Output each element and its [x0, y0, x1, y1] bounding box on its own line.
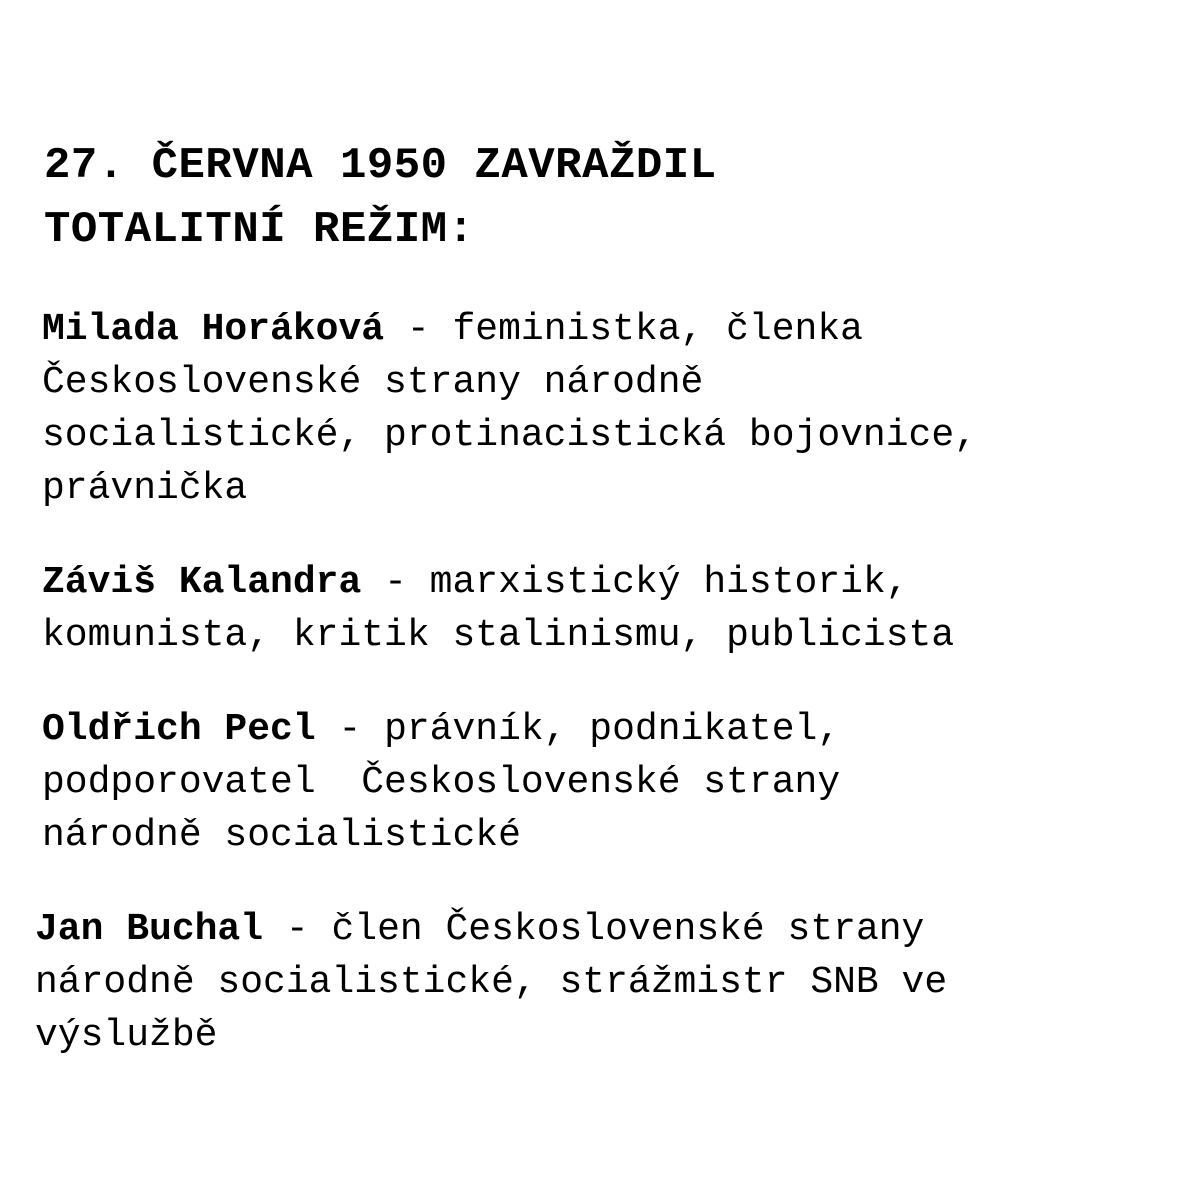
headline-line-2: TOTALITNÍ REŽIM: [44, 205, 475, 255]
victim-description: komunista, kritik stalinismu, publicista [42, 614, 955, 657]
victim-description: výslužbě [35, 1014, 218, 1057]
victim-description: podporovatel Československé strany [42, 761, 841, 804]
victim-description: - marxistický historik, [361, 561, 909, 604]
entry-first-line [42, 703, 1182, 756]
victim-description: - člen Československé strany [263, 908, 925, 951]
victim-name: Jan Buchal [35, 908, 264, 951]
victim-name: Oldřich Pecl [42, 708, 316, 751]
victim-description: socialistické, protinacistická bojovnice, [42, 414, 977, 457]
victim-entry-buchal [35, 903, 1175, 1062]
victim-name: Záviš Kalandra [42, 561, 362, 604]
victim-description: právnička [42, 467, 248, 510]
victim-description: národně socialistické, strážmistr SNB ve [35, 961, 948, 1004]
headline [44, 134, 1144, 262]
victim-description: - právník, podnikatel, [315, 708, 841, 751]
entry-first-line [35, 903, 1175, 956]
victim-name: Milada Horáková [42, 308, 385, 351]
victim-description: - feministka, členka [384, 308, 863, 351]
headline-line-1: 27. ČERVNA 1950 ZAVRAŽDIL [44, 141, 717, 191]
victim-description: národně socialistické [42, 814, 521, 857]
victim-description: Československé strany národně [42, 361, 704, 404]
entry-first-line [42, 303, 1182, 356]
victim-entry-horakova [42, 303, 1182, 515]
entry-first-line [42, 556, 1182, 609]
victim-entry-pecl [42, 703, 1182, 862]
victim-entry-kalandra [42, 556, 1182, 662]
